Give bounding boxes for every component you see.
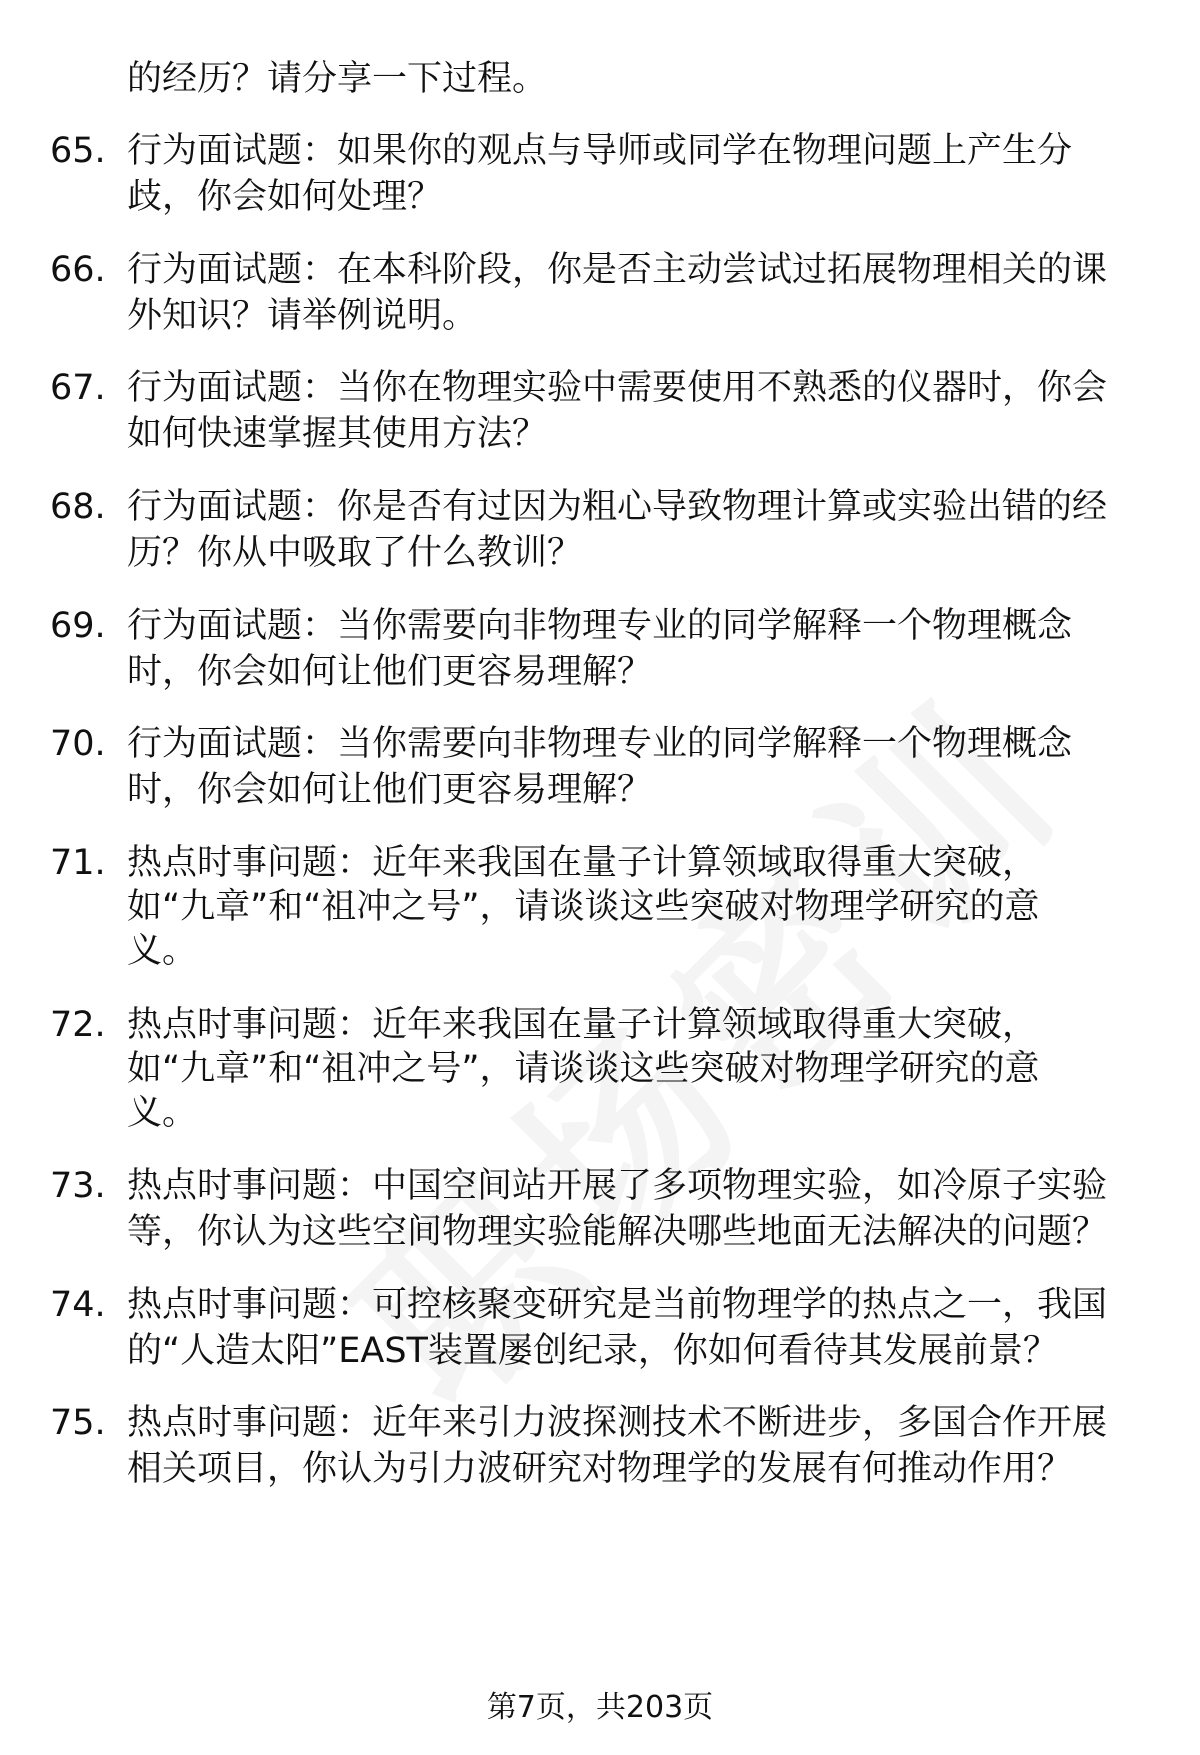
question-line: 历？你从中吸取了什么教训？ <box>127 533 583 573</box>
question-line: 行为面试题：如果你的观点与导师或同学在物理问题上产生分 <box>127 131 1073 171</box>
question-line: 行为面试题：在本科阶段，你是否主动尝试过拓展物理相关的课 <box>127 250 1108 290</box>
question-number: 69. <box>50 606 106 646</box>
question-line: 歧，你会如何处理？ <box>127 177 443 217</box>
question-number: 67. <box>50 368 106 408</box>
question-line: 行为面试题：你是否有过因为粗心导致物理计算或实验出错的经 <box>127 487 1108 527</box>
question-line: 如“九章”和“祖冲之号”，请谈谈这些突破对物理学研究的意 <box>127 1049 1040 1089</box>
question-number: 66. <box>50 250 106 290</box>
question-number: 65. <box>50 131 106 171</box>
question-line: 的“人造太阳”EAST装置屡创纪录，你如何看待其发展前景？ <box>127 1331 1058 1371</box>
question-line: 热点时事问题：近年来我国在量子计算领域取得重大突破， <box>127 843 1038 883</box>
question-line: 如何快速掌握其使用方法？ <box>127 414 548 454</box>
question-line: 时，你会如何让他们更容易理解？ <box>127 652 653 692</box>
question-line: 义。 <box>127 1093 198 1133</box>
question-number: 70. <box>50 724 106 764</box>
question-number: 73. <box>50 1166 106 1206</box>
carryover-line: 的经历？请分享一下过程。 <box>127 59 548 99</box>
question-line: 时，你会如何让他们更容易理解？ <box>127 770 653 810</box>
question-number: 72. <box>50 1005 106 1045</box>
question-line: 外知识？请举例说明。 <box>127 296 478 336</box>
question-line: 热点时事问题：可控核聚变研究是当前物理学的热点之一，我国 <box>127 1285 1108 1325</box>
question-number: 75. <box>50 1403 106 1443</box>
question-line: 行为面试题：当你需要向非物理专业的同学解释一个物理概念 <box>127 724 1073 764</box>
question-line: 热点时事问题：近年来引力波探测技术不断进步，多国合作开展 <box>127 1403 1108 1443</box>
question-line: 行为面试题：当你需要向非物理专业的同学解释一个物理概念 <box>127 606 1073 646</box>
question-number: 71. <box>50 843 106 883</box>
question-line: 热点时事问题：中国空间站开展了多项物理实验，如冷原子实验 <box>127 1166 1108 1206</box>
question-number: 74. <box>50 1285 106 1325</box>
question-line: 热点时事问题：近年来我国在量子计算领域取得重大突破， <box>127 1005 1038 1045</box>
question-number: 68. <box>50 487 106 527</box>
question-line: 行为面试题：当你在物理实验中需要使用不熟悉的仪器时，你会 <box>127 368 1108 408</box>
question-line: 如“九章”和“祖冲之号”，请谈谈这些突破对物理学研究的意 <box>127 887 1040 927</box>
question-line: 相关项目，你认为引力波研究对物理学的发展有何推动作用？ <box>127 1449 1073 1489</box>
question-line: 等，你认为这些空间物理实验能解决哪些地面无法解决的问题？ <box>127 1212 1108 1252</box>
question-line: 义。 <box>127 931 198 971</box>
page-footer: 第7页，共203页 <box>486 1690 714 1725</box>
